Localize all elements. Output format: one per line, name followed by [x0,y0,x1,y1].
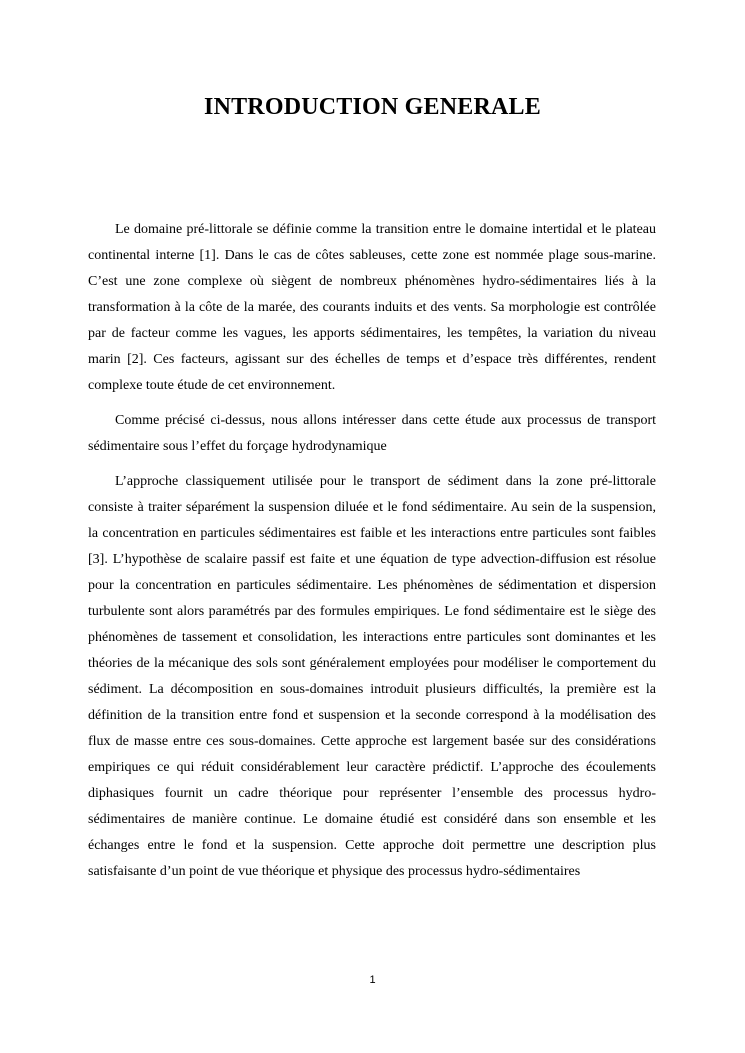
paragraph-intro: Le domaine pré-littorale se définie comme la transition entre le domaine intertidal et le plateau continental interne [1]. Dans le cas de côtes sableuses, cette zone est nommée plage sous-marine. C’est une zone complexe où siègent de nombreux phénomènes hydro-sédimentaires liés à la transformation à la côte de la marée, des courants induits et des vents. Sa morphologie est contrôlée par de facteur comme les vagues, les apports sédimentaires, les tempêtes, la variation du niveau marin [2]. Ces facteurs, agissant sur des échelles de temps et d’espace très différentes, rendent complexe toute étude de cet environnement. [88,222,656,393]
body-text [88,217,656,894]
paragraph-scope: Comme précisé ci-dessus, nous allons intéresser dans cette étude aux processus de transport sédimentaire sous l’effet du forçage hydrodynamique [88,413,656,454]
paragraph-approach: L’approche classiquement utilisée pour le transport de sédiment dans la zone pré-littorale consiste à traiter séparément la suspension diluée et le fond sédimentaire. Au sein de la suspension, la concentration en particules sédimentaires est faible et les interactions entre particules sont faibles [3]. L’hypothèse de scalaire passif est faite et une équation de type advection-diffusion est résolue pour la concentration en particules sédimentaire. Les phénomènes de sédimentation et dispersion turbulente sont alors paramétrés par des formules empiriques. Le fond sédimentaire est le siège des phénomènes de tassement et consolidation, les interactions entre particules sont dominantes et les théories de la mécanique des sols sont généralement employées pour modéliser le comportement du sédiment. La décomposition en sous-domaines introduit plusieurs difficultés, la première est la définition de la transition entre fond et suspension et la seconde correspond à la modélisation des flux de masse entre ces sous-domaines. Cette approche est largement basée sur des considérations empiriques ce qui réduit considérablement leur caractère prédictif. L’approche des écoulements diphasiques fournit un cadre théorique pour représenter l’ensemble des processus hydro-sédimentaires de manière continue. Le domaine étudié est considéré dans son ensemble et les échanges entre le fond et la suspension. Cette approche doit permettre une description plus satisfaisante d’un point de vue théorique et physique des processus hydro-sédimentaires [88,474,656,879]
page-number: 1 [369,974,376,986]
page-title: INTRODUCTION GENERALE [204,94,541,120]
